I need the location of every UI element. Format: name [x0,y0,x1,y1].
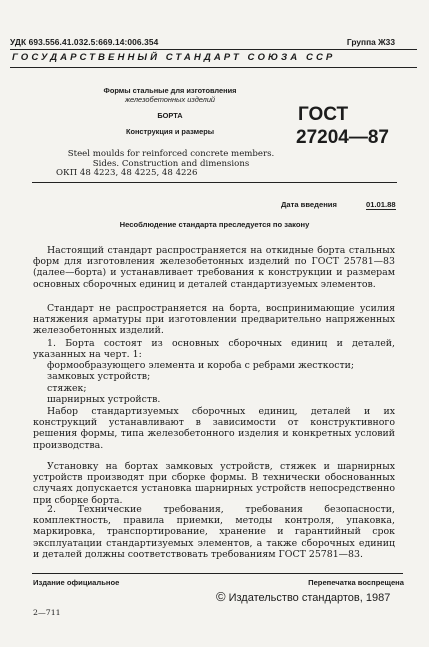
title-rule [32,182,397,183]
group-code: Группа Ж33 [346,37,395,47]
english-title-2: Sides. Construction and dimensions [92,159,250,169]
date-label: Дата введения [281,200,337,209]
list-item-2: замковых устройств; [47,371,151,382]
footer-rule [32,573,403,574]
title-line-2: железобетонных изделий [124,95,216,104]
copyright-icon: © [216,589,226,604]
paragraph-2: Стандарт не распространяется на борта, воспринимающие усилия натяжения арматуры при изготовлении предварительно напряженных железобетонных изделий. [33,303,395,337]
paragraph-4: Набор стандартизуемых сборочных единиц, деталей и их конструкций устанавливают в зависимости от конструктивного решения формы, типа железобетонного изделия и конкретных условий производства. [33,406,395,451]
official-edition: Издание официальное [33,578,120,587]
gost-number: 27204—87 [296,127,389,148]
paragraph-5: Установку на бортах замковых устройств, стяжек и шарнирных устройств производят при сборке формы. В технически обоснованных случаях допускается установка шарнирных устройств непосредственно при сборке борта. [33,461,395,506]
standard-rule [10,67,417,68]
paragraph-6: 2. Технические требования, требования безопасности, комплектность, правила приемки, методы контроля, упаковка, маркировка, транспортирование, хранение и гарантийный срок эксплуатации стандартизуемых элементов, а также сборочных единиц и деталей должны соответствовать требованиям ГОСТ 25781—83. [33,504,395,560]
date-value: 01.01.88 [366,200,396,209]
title-line-1: Формы стальные для изготовления [103,86,237,95]
law-notice: Несоблюдение стандарта преследуется по закону [119,220,310,229]
paragraph-3: 1. Борта состоят из основных сборочных единиц и деталей, указанных на черт. 1: [33,338,395,361]
english-title-1: Steel moulds for reinforced concrete members. [67,149,275,159]
copyright [216,589,390,604]
standard-line: ГОСУДАРСТВЕННЫЙ СТАНДАРТ СОЮЗА ССР [12,52,336,63]
top-rule [10,49,417,50]
gost-label: ГОСТ [298,104,349,125]
paragraph-1: Настоящий стандарт распространяется на откидные борта стальных форм для изготовления железобетонных изделий по ГОСТ 25781—83 (далее—борта) и устанавливает требования к конструкции и размерам основных сборочных единиц и деталей стандартизуемых элементов. [33,245,395,290]
list-item-3: стяжек; [47,383,87,394]
page-number: 2—711 [33,608,61,617]
title-line-3: БОРТА [157,111,183,120]
udk-code: УДК 693.556.41.032.5:669.14:006.354 [10,37,159,47]
reprint-notice: Перепечатка воспрещена [308,578,404,587]
okp-codes: ОКП 48 4223, 48 4225, 48 4226 [56,168,198,178]
copyright-text: Издательство стандартов, 1987 [228,592,391,604]
title-line-4: Конструкция и размеры [125,127,215,136]
list-item-1: формообразующего элемента и короба с ребрами жесткости; [47,360,355,371]
list-item-4: шарнирных устройств. [47,394,161,405]
